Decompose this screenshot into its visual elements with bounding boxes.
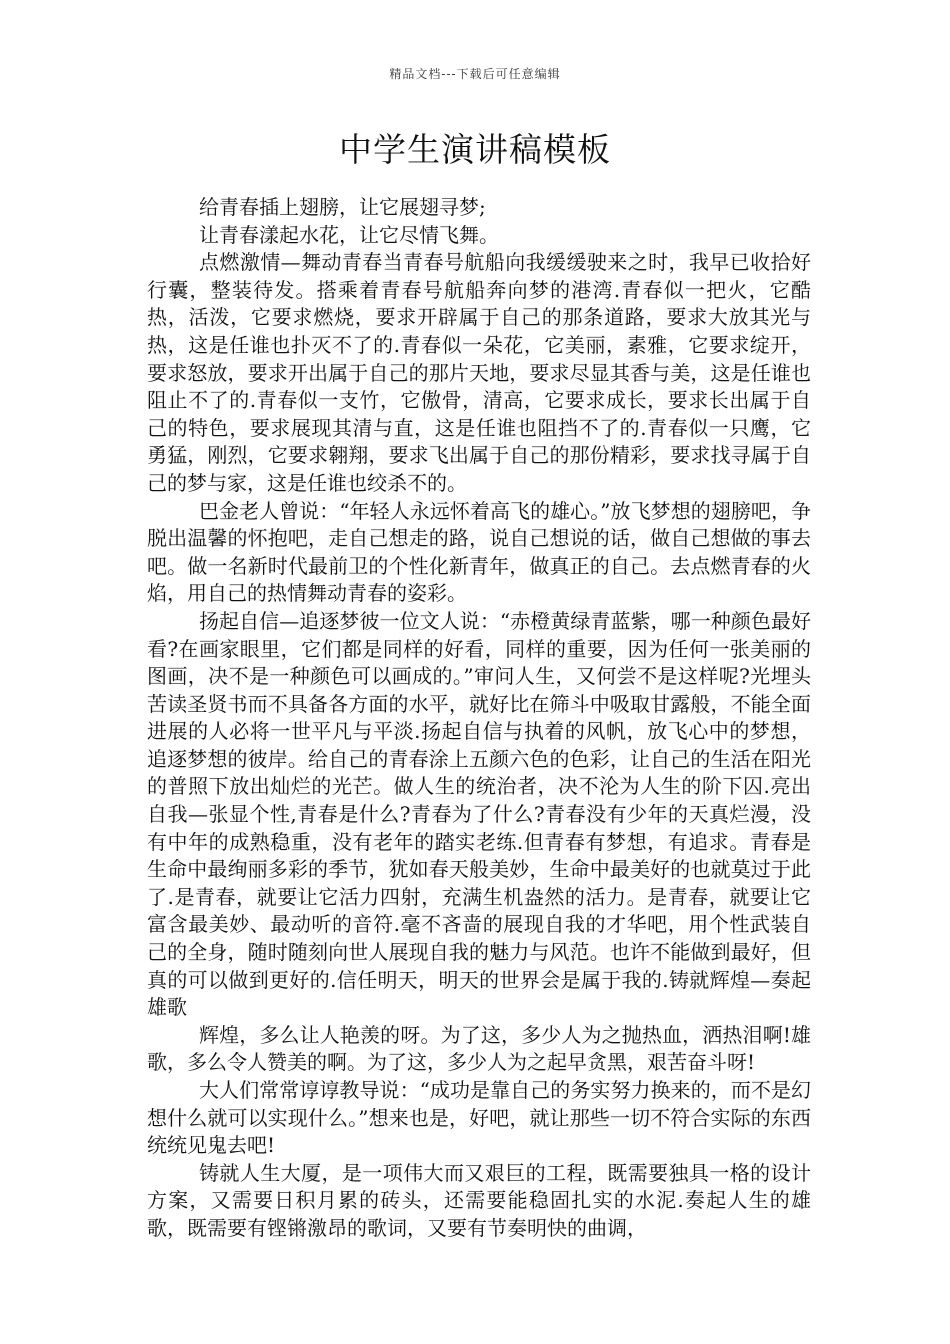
document-header: 精品文档---下载后可任意编辑 [389,67,561,81]
paragraph: 铸就人生大厦，是一项伟大而又艰巨的工程，既需要独具一格的设计方案，又需要日积月累的砖头，还需要能稳固扎实的水泥.奏起人生的雄歌，既需要有铿锵激昂的歌词，又要有节奏明快的曲调， [147,1160,811,1240]
paragraph: 辉煌，多么让人艳羡的呀。为了这，多少人为之抛热血，洒热泪啊!雄歌，多么令人赞美的啊。为了这，多少人为之起早贪黑，艰苦奋斗呀! [147,1022,811,1075]
paragraph: 大人们常常谆谆教导说：“成功是靠自己的务实努力换来的，而不是幻想什么就可以实现什么。”想来也是，好吧，就让那些一切不符合实际的东西统统见鬼去吧! [147,1078,811,1158]
paragraph: 巴金老人曾说：“年轻人永远怀着高飞的雄心。”放飞梦想的翅膀吧，争脱出温馨的怀抱吧，走自己想走的路，说自己想说的话，做自己想做的事去吧。做一名新时代最前卫的个性化新青年，做真正的自己。去点燃青春的火焰，用自己的热情舞动青春的姿彩。 [147,498,811,606]
paragraph: 扬起自信—追逐梦彼一位文人说：“赤橙黄绿青蓝紫，哪一种颜色最好看?在画家眼里，它们都是同样的好看，同样的重要，因为任何一张美丽的图画，决不是一种颜色可以画成的。”审问人生，又何尝不是这样呢?光埋头苦读圣贤书而不具备各方面的水平，就好比在筛斗中吸取甘露般，不能全面进展的人必将一世平凡与平淡.扬起自信与执着的风帆，放飞心中的梦想，追逐梦想的彼岸。给自己的青春涂上五颜六色的色彩，让自己的生活在阳光的普照下放出灿烂的光芒。做人生的统治者，决不沦为人生的阶下囚.亮出自我—张显个性,青春是什么?青春为了什么?青春没有少年的天真烂漫，没有中年的成熟稳重，没有老年的踏实老练.但青春有梦想，有追求。青春是生命中最绚丽多彩的季节，犹如春天般美妙，生命中最美好的也就莫过于此了.是青春，就要让它活力四射，充满生机盎然的活力。是青春，就要让它富含最美妙、最动听的音符.毫不吝啬的展现自我的才华吧，用个性武装自己的全身，随时随刻向世人展现自我的魅力与风范。也许不能做到最好，但真的可以做到更好的.信任明天，明天的世界会是属于我的.铸就辉煌—奏起雄歌 [147,608,811,1020]
paragraph: 给青春插上翅膀，让它展翅寻梦; [199,195,486,219]
paragraph: 让青春漾起水花，让它尽情飞舞。 [199,222,499,247]
document-title: 中学生演讲稿模板 [339,130,611,169]
paragraph: 点燃激情—舞动青春当青春号航船向我缓缓驶来之时，我早已收拾好行囊，整装待发。搭乘着青春号航船奔向梦的港湾.青春似一把火，它酷热，活泼，它要求燃烧，要求开辟属于自己的那条道路，要求大放其光与热，这是任谁也扑灭不了的.青春似一朵花，它美丽，素雅，它要求绽开，要求怒放，要求开出属于自己的那片天地，要求尽显其香与美，这是任谁也阻止不了的.青春似一支竹，它傲骨，清高，它要求成长，要求长出属于自己的特色，要求展现其清与直，这是任谁也阻挡不了的.青春似一只鹰，它勇猛，刚烈，它要求翱翔，要求飞出属于自己的那份精彩，要求找寻属于自己的梦与家，这是任谁也绞杀不的。 [147,250,811,495]
document-body [147,194,811,1243]
